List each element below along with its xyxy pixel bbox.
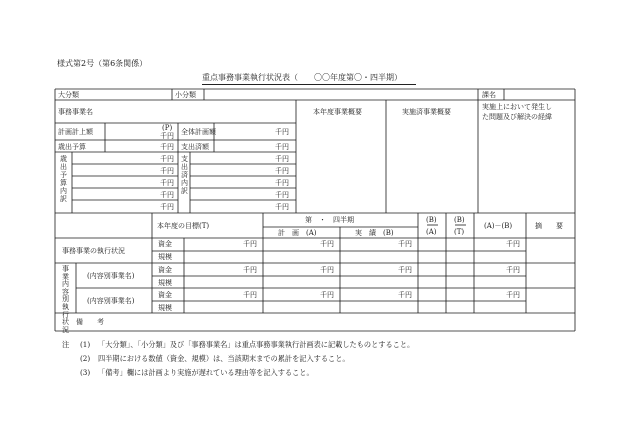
- notes: [62, 338, 414, 380]
- remarks-header: 摘 要: [535, 222, 563, 230]
- b-over-a-top: (B): [426, 216, 437, 224]
- shishutsu-uchiwake-unit-4: 千円: [275, 191, 289, 199]
- saishutsu-label: 歳出予算: [58, 143, 86, 151]
- target-header: 本年度の目標(T): [157, 222, 210, 230]
- note-text: 「備考」欄には計画より実施が遅れている理由等を記入すること。: [98, 368, 314, 377]
- p-mark: (P): [162, 124, 173, 132]
- sub1-unit-actual: 千円: [398, 266, 412, 274]
- sub2-unit-actual: 千円: [398, 291, 412, 299]
- shishutsu-uchiwake-label: 支出済内訳: [181, 155, 188, 195]
- note-item: [62, 366, 414, 380]
- saishutsu-uchiwake-unit-3: 千円: [160, 179, 174, 187]
- this-year-summary-header: 本年度事業概要: [313, 108, 362, 116]
- shishutsu-uchiwake-unit-2: 千円: [275, 167, 289, 175]
- sub2-kibo: 規模: [158, 304, 172, 312]
- shishutsu-label: 支出済額: [181, 143, 209, 151]
- status-label: 事務事業の執行状況: [62, 247, 125, 255]
- b-over-a-bottom: (A): [426, 228, 437, 236]
- note-item: [62, 338, 414, 352]
- sub2-unit-plan: 千円: [320, 291, 334, 299]
- note-number: (1): [80, 340, 91, 349]
- daibunrui-label: 大分類: [58, 91, 79, 99]
- b-over-t-bottom: (T): [454, 228, 465, 236]
- sub1-unit-target: 千円: [243, 266, 257, 274]
- biko-label: 備 考: [76, 318, 104, 326]
- note-text: 「大分類」、「小分類」及び「事務事業名」は重点事務事業執行計画表に記載したものとすること。: [98, 340, 415, 349]
- actual-header: 実 績 (B): [355, 229, 394, 237]
- sub2-shikin: 資金: [158, 291, 172, 299]
- zentai-unit: 千円: [275, 128, 289, 136]
- saishutsu-uchiwake-label: 歳出予算内訳: [60, 155, 67, 203]
- jimu-jigyo-label: 事務事業名: [58, 108, 93, 116]
- note-text: 四半期における数値（資金、規模）は、当該期末までの累計を記入すること。: [98, 354, 350, 363]
- shishutsu-unit: 千円: [275, 143, 289, 151]
- notes-lead: 注: [62, 340, 70, 349]
- saishutsu-uchiwake-unit-4: 千円: [160, 191, 174, 199]
- status-unit-target: 千円: [243, 240, 257, 248]
- plan-header: 計 画 (A): [278, 229, 317, 237]
- shishutsu-uchiwake-unit-3: 千円: [275, 179, 289, 187]
- saishutsu-uchiwake-unit-1: 千円: [160, 155, 174, 163]
- saishutsu-unit: 千円: [160, 143, 174, 151]
- sub1-shikin: 資金: [158, 266, 172, 274]
- keikaku-unit: 千円: [160, 132, 174, 140]
- note-item: [62, 352, 414, 366]
- sub2-unit-diff: 千円: [506, 291, 520, 299]
- keikaku-label: 計画計上額: [58, 128, 93, 136]
- zentai-label: 全体計画額: [181, 128, 216, 136]
- shishutsu-uchiwake-unit-5: 千円: [275, 203, 289, 211]
- document-title: 重点事務事業執行状況表（ 〇〇年度第〇・四半期）: [202, 72, 416, 85]
- status-unit-actual: 千円: [398, 240, 412, 248]
- b-over-t-top: (B): [454, 216, 465, 224]
- done-summary-header: 実施済事業概要: [402, 108, 451, 116]
- status-kibo: 規模: [158, 253, 172, 261]
- sub1-unit-plan: 千円: [320, 266, 334, 274]
- status-unit-plan: 千円: [320, 240, 334, 248]
- sub-item-label-1: (内容別事業名): [87, 272, 135, 280]
- sub1-kibo: 規模: [158, 279, 172, 287]
- problems-header-line2: た問題及び解決の経緯: [482, 113, 552, 121]
- note-number: (2): [80, 354, 91, 363]
- form-number: 様式第2号（第6条関係）: [57, 59, 148, 68]
- saishutsu-uchiwake-unit-2: 千円: [160, 167, 174, 175]
- diff-header: (A)－(B): [484, 222, 513, 230]
- status-unit-diff: 千円: [506, 240, 520, 248]
- note-number: (3): [80, 368, 91, 377]
- breakdown-label: 事業内容別執行状況: [62, 265, 69, 334]
- saishutsu-uchiwake-unit-5: 千円: [160, 203, 174, 211]
- sub-item-label-2: (内容別事業名): [87, 297, 135, 305]
- sub1-unit-diff: 千円: [506, 266, 520, 274]
- status-shikin: 資金: [158, 240, 172, 248]
- shishutsu-uchiwake-unit-1: 千円: [275, 155, 289, 163]
- quarter-header: 第 ・ 四半期: [305, 216, 354, 224]
- shobunrui-label: 小分類: [175, 91, 196, 99]
- sub2-unit-target: 千円: [243, 291, 257, 299]
- problems-header-line1: 実施上において発生し: [482, 103, 552, 111]
- kamei-label: 課名: [482, 91, 496, 99]
